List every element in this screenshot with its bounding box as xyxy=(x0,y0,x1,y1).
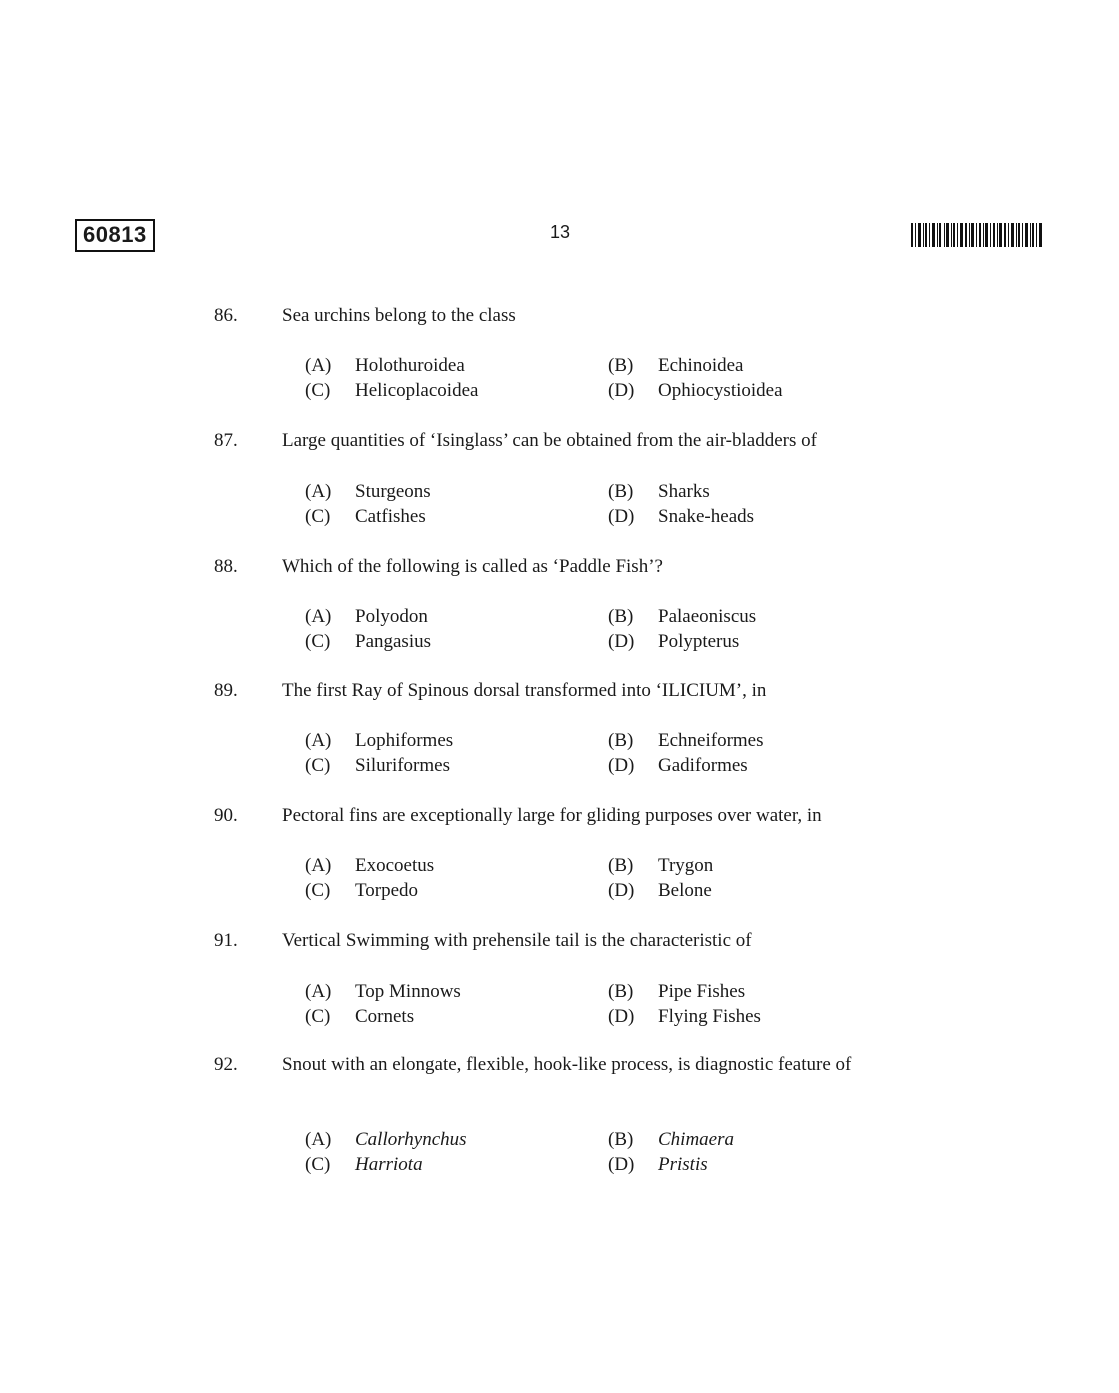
option-label: (B) xyxy=(608,981,634,1002)
option-label: (A) xyxy=(305,855,332,876)
option-text: Catfishes xyxy=(355,506,426,527)
option-label: (B) xyxy=(608,606,634,627)
option-b xyxy=(608,354,743,378)
option-d xyxy=(608,754,748,778)
option-label: (C) xyxy=(305,1154,331,1175)
option-text: Polyodon xyxy=(355,606,428,627)
option-c xyxy=(305,1153,423,1177)
option-text: Belone xyxy=(658,880,712,901)
option-a xyxy=(305,480,431,504)
option-c xyxy=(305,1005,414,1029)
option-label: (B) xyxy=(608,1129,634,1150)
option-label: (D) xyxy=(608,1006,635,1027)
paper-code: 60813 xyxy=(83,222,147,247)
question-text: The first Ray of Spinous dorsal transformed into ‘ILICIUM’, in xyxy=(282,680,767,701)
option-label: (A) xyxy=(305,481,332,502)
option-label: (B) xyxy=(608,855,634,876)
option-text: Chimaera xyxy=(658,1129,734,1150)
option-text: Holothuroidea xyxy=(355,355,465,376)
option-a xyxy=(305,354,465,378)
option-label: (D) xyxy=(608,631,635,652)
option-text: Exocoetus xyxy=(355,855,435,876)
option-label: (D) xyxy=(608,755,635,776)
question-text: Large quantities of ‘Isinglass’ can be obtained from the air-bladders of xyxy=(282,430,817,451)
option-text: Pristis xyxy=(658,1154,708,1175)
question-number: 86. xyxy=(214,305,238,326)
question-text: Vertical Swimming with prehensile tail is the characteristic of xyxy=(282,930,752,951)
option-text: Lophiformes xyxy=(355,730,454,751)
option-text: Ophiocystioidea xyxy=(658,380,783,401)
option-c xyxy=(305,630,431,654)
option-c xyxy=(305,379,478,403)
option-label: (D) xyxy=(608,1154,635,1175)
option-b xyxy=(608,854,713,878)
option-d xyxy=(608,1005,761,1029)
option-text: Flying Fishes xyxy=(658,1006,761,1027)
option-b xyxy=(608,1128,734,1152)
option-text: Trygon xyxy=(658,855,714,876)
option-text: Callorhynchus xyxy=(355,1129,467,1150)
option-label: (B) xyxy=(608,355,634,376)
option-text: Snake-heads xyxy=(658,506,755,527)
option-text: Harriota xyxy=(355,1154,423,1175)
question-text: Sea urchins belong to the class xyxy=(282,305,516,326)
option-label: (C) xyxy=(305,631,331,652)
option-a xyxy=(305,1128,467,1152)
option-label: (D) xyxy=(608,880,635,901)
option-b xyxy=(608,980,745,1004)
option-c xyxy=(305,505,426,529)
option-d xyxy=(608,630,739,654)
option-text: Echinoidea xyxy=(658,355,744,376)
option-label: (A) xyxy=(305,606,332,627)
question-number: 91. xyxy=(214,930,238,951)
option-text: Pipe Fishes xyxy=(658,981,746,1002)
option-label: (C) xyxy=(305,1006,331,1027)
question-text: Which of the following is called as ‘Paddle Fish’? xyxy=(282,556,663,577)
question-number: 92. xyxy=(214,1054,238,1075)
option-label: (D) xyxy=(608,506,635,527)
option-d xyxy=(608,379,783,403)
option-text: Palaeoniscus xyxy=(658,606,757,627)
option-label: (A) xyxy=(305,355,332,376)
option-d xyxy=(608,1153,708,1177)
option-a xyxy=(305,605,428,629)
option-b xyxy=(608,480,710,504)
option-label: (D) xyxy=(608,380,635,401)
option-a xyxy=(305,980,461,1004)
option-d xyxy=(608,505,754,529)
option-d xyxy=(608,879,712,903)
option-label: (B) xyxy=(608,730,634,751)
option-label: (A) xyxy=(305,730,332,751)
question-number: 90. xyxy=(214,805,238,826)
option-text: Polypterus xyxy=(658,631,740,652)
option-text: Gadiformes xyxy=(658,755,748,776)
option-a xyxy=(305,854,434,878)
question-number: 88. xyxy=(214,556,238,577)
option-label: (C) xyxy=(305,880,331,901)
option-text: Torpedo xyxy=(355,880,419,901)
option-text: Pangasius xyxy=(355,631,431,652)
option-label: (B) xyxy=(608,481,634,502)
option-label: (C) xyxy=(305,755,331,776)
option-label: (C) xyxy=(305,380,331,401)
question-number: 89. xyxy=(214,680,238,701)
option-label: (C) xyxy=(305,506,331,527)
question-number: 87. xyxy=(214,430,238,451)
question-text: Pectoral fins are exceptionally large for gliding purposes over water, in xyxy=(282,805,822,826)
option-text: Top Minnows xyxy=(355,981,461,1002)
barcode-image xyxy=(911,223,1044,247)
option-label: (A) xyxy=(305,1129,332,1150)
page-number: 13 xyxy=(549,222,571,242)
paper-code-box xyxy=(75,219,155,252)
option-label: (A) xyxy=(305,981,332,1002)
option-b xyxy=(608,605,756,629)
question-text: Snout with an elongate, flexible, hook-like process, is diagnostic feature of xyxy=(282,1054,852,1075)
option-c xyxy=(305,879,418,903)
option-text: Helicoplacoidea xyxy=(355,380,479,401)
option-b xyxy=(608,729,764,753)
option-text: Sharks xyxy=(658,481,710,502)
option-a xyxy=(305,729,453,753)
option-text: Cornets xyxy=(355,1006,415,1027)
option-c xyxy=(305,754,450,778)
option-text: Siluriformes xyxy=(355,755,450,776)
option-text: Sturgeons xyxy=(355,481,431,502)
option-text: Echneiformes xyxy=(658,730,764,751)
